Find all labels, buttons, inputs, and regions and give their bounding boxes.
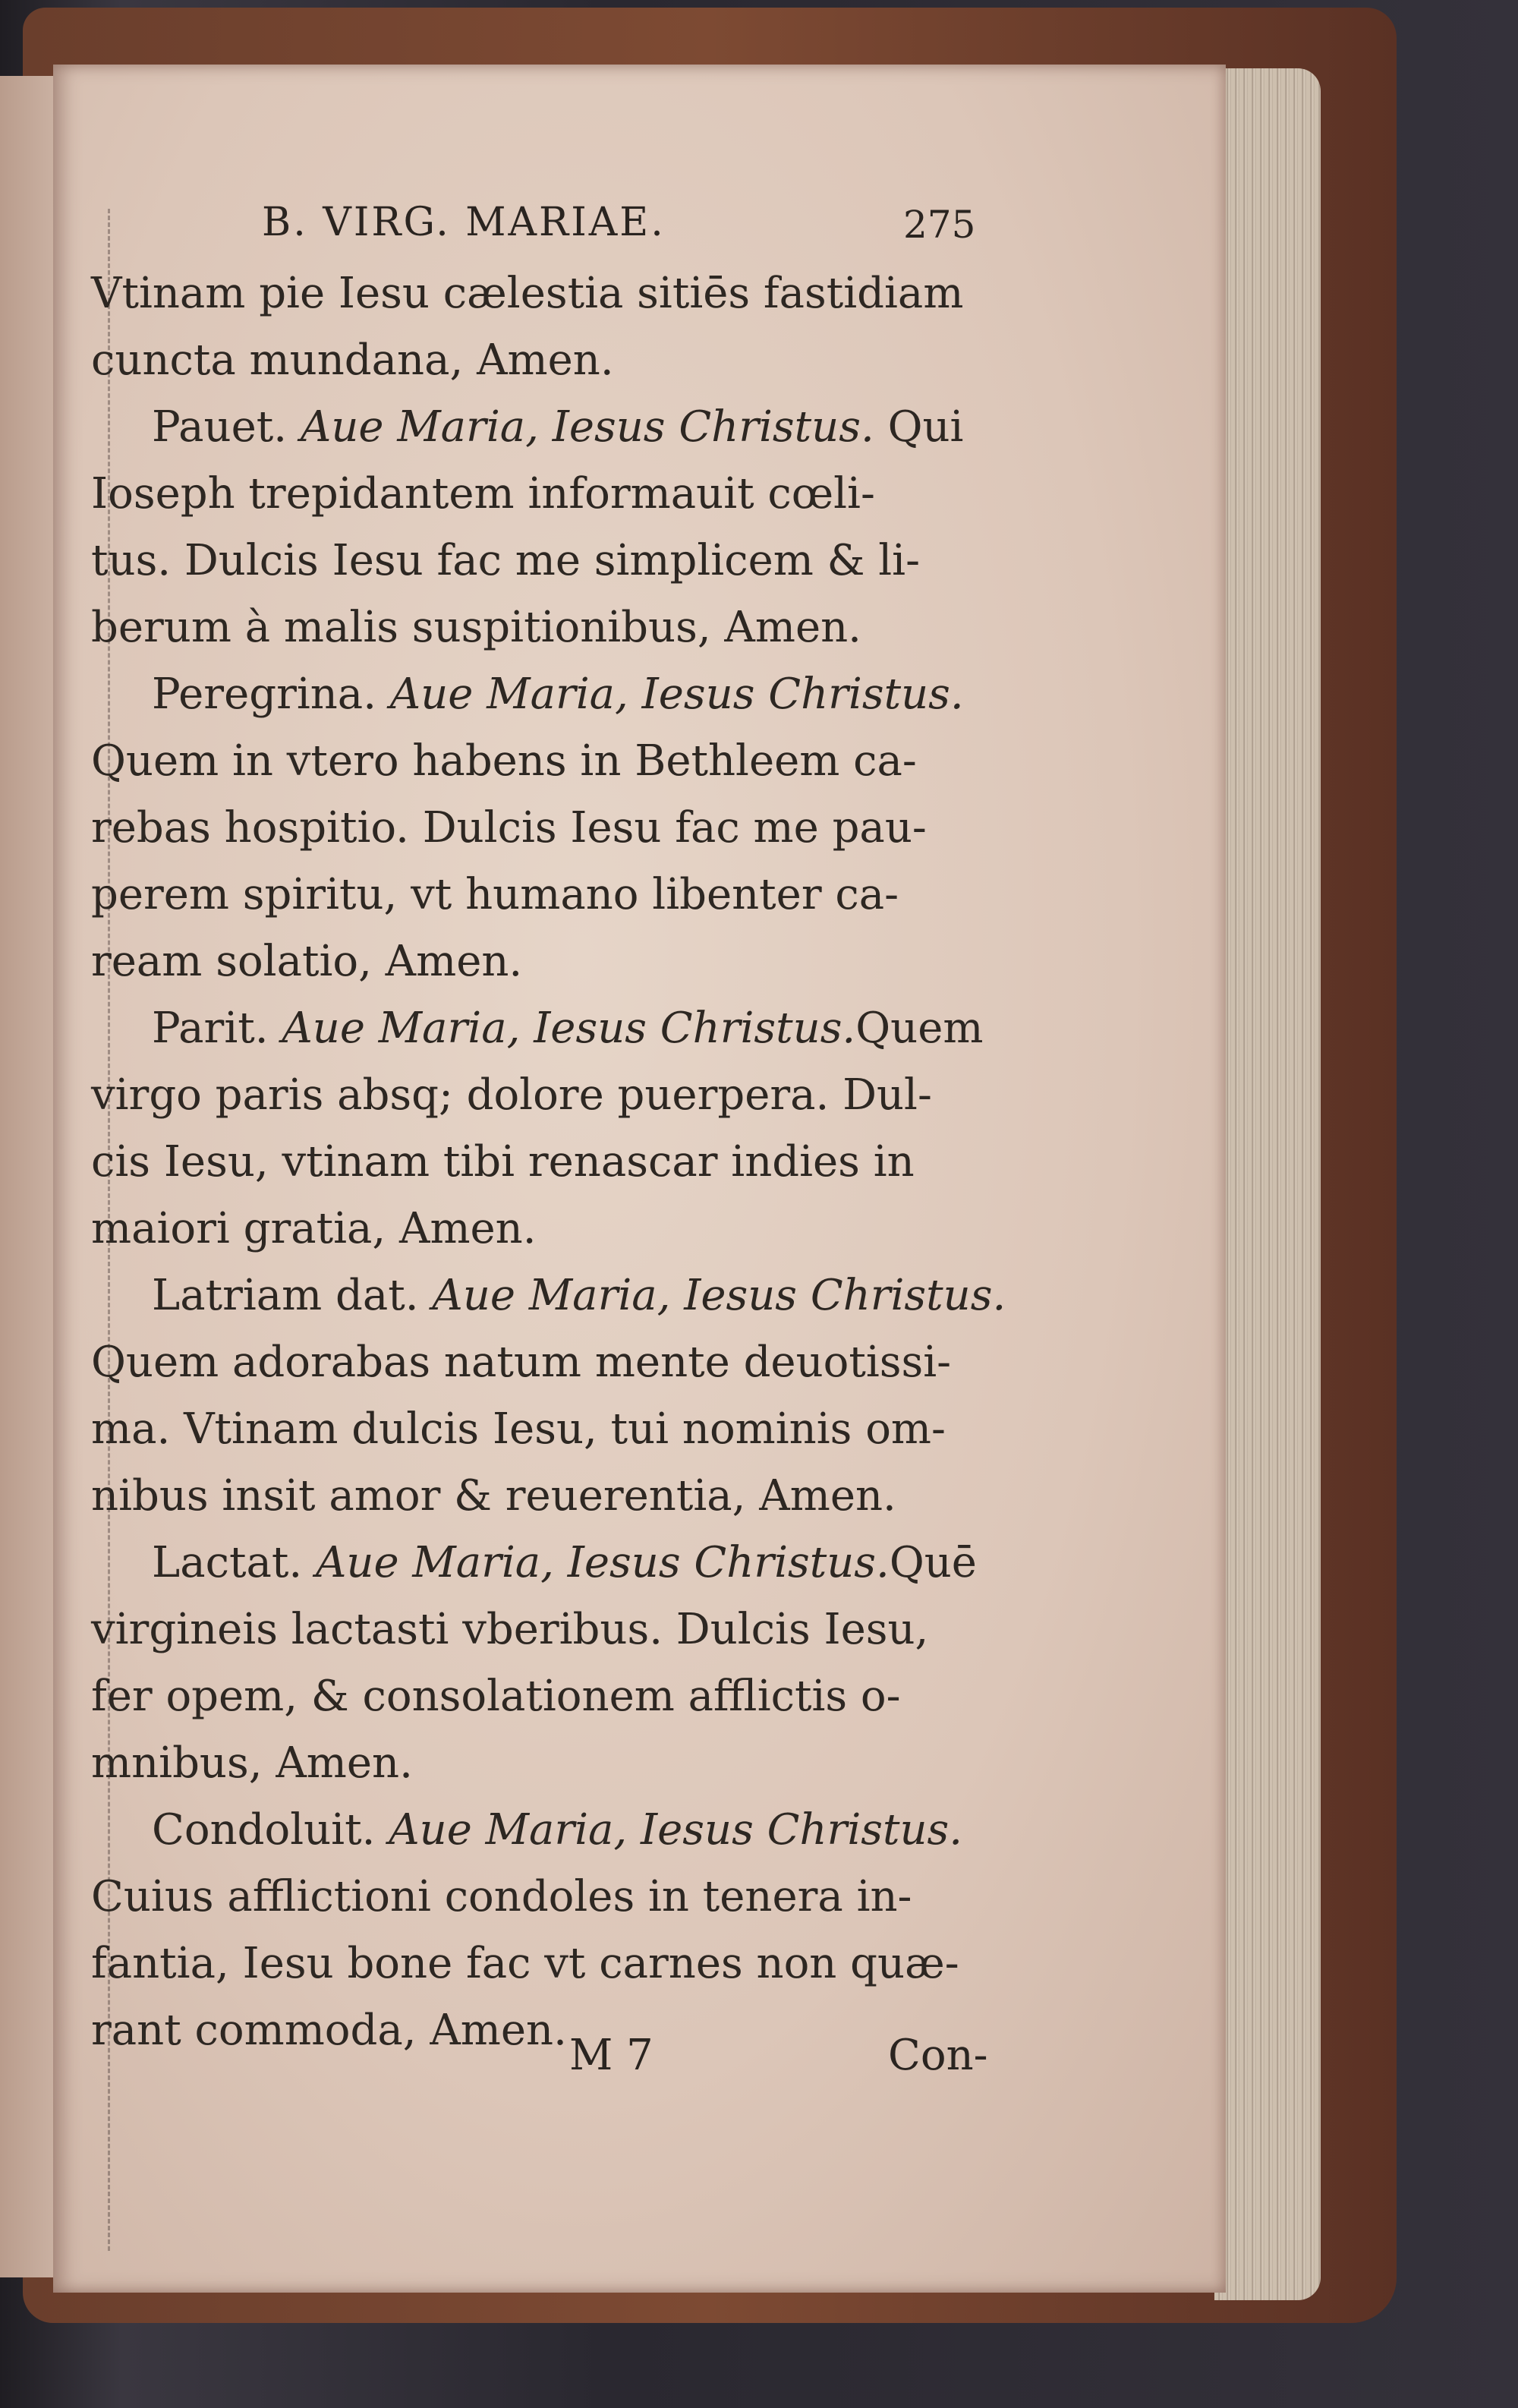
text-line: Cuius afflictioni condoles in tenera in- bbox=[91, 1872, 912, 1921]
text-line: perem spiritu, vt humano libenter ca- bbox=[91, 870, 899, 919]
facing-page-edge bbox=[0, 76, 57, 2277]
text-line: cis Iesu, vtinam tibi renascar indies in bbox=[91, 1137, 915, 1187]
text-line: virgo paris absq; dolore puerpera. Dul- bbox=[91, 1070, 932, 1120]
running-head bbox=[53, 200, 1226, 253]
text-line: Latriam dat. Aue Maria, Iesus Christus. bbox=[152, 1271, 1006, 1320]
text-line: rant commoda, Amen. bbox=[91, 2006, 567, 2055]
signature-mark: M 7 bbox=[569, 2031, 653, 2080]
text-line: Vtinam pie Iesu cælestia sitiēs fastidiam bbox=[91, 269, 964, 318]
text-line: Quem in vtero habens in Bethleem ca- bbox=[91, 736, 917, 786]
text-line: nibus insit amor & reuerentia, Amen. bbox=[91, 1471, 896, 1521]
text-line: Parit. Aue Maria, Iesus Christus.Quem bbox=[152, 1004, 984, 1053]
text-line: virgineis lactasti vberibus. Dulcis Iesu, bbox=[91, 1605, 929, 1654]
text-line: cuncta mundana, Amen. bbox=[91, 336, 614, 385]
text-line: Condoluit. Aue Maria, Iesus Christus. bbox=[152, 1805, 963, 1855]
text-line: berum à malis suspitionibus, Amen. bbox=[91, 603, 861, 652]
text-line: rebas hospitio. Dulcis Iesu fac me pau- bbox=[91, 803, 927, 853]
page-stack-edges bbox=[1214, 68, 1321, 2300]
text-line: Peregrina. Aue Maria, Iesus Christus. bbox=[152, 670, 964, 719]
text-line: ream solatio, Amen. bbox=[91, 937, 523, 986]
text-line: tus. Dulcis Iesu fac me simplicem & li- bbox=[91, 536, 920, 585]
page-footer bbox=[53, 2031, 1226, 2091]
text-line: maiori gratia, Amen. bbox=[91, 1204, 537, 1253]
catchword: Con- bbox=[888, 2031, 988, 2080]
running-head-title: B. VIRG. MARIAE. bbox=[262, 200, 666, 245]
text-line: Quem adorabas natum mente deuotissi- bbox=[91, 1338, 952, 1387]
text-block bbox=[91, 260, 1078, 2064]
text-line: Pauet. Aue Maria, Iesus Christus. Qui bbox=[152, 402, 964, 452]
text-line: fantia, Iesu bone fac vt carnes non quæ- bbox=[91, 1939, 959, 1988]
text-line: ma. Vtinam dulcis Iesu, tui nominis om- bbox=[91, 1404, 946, 1454]
printed-page bbox=[53, 65, 1226, 2293]
text-line: Lactat. Aue Maria, Iesus Christus.Quē bbox=[152, 1538, 977, 1587]
page-number: 275 bbox=[903, 203, 976, 247]
text-line: Ioseph trepidantem informauit cœli- bbox=[91, 469, 875, 518]
text-line: fer opem, & consolationem afflictis o- bbox=[91, 1672, 901, 1721]
text-line: mnibus, Amen. bbox=[91, 1738, 413, 1788]
